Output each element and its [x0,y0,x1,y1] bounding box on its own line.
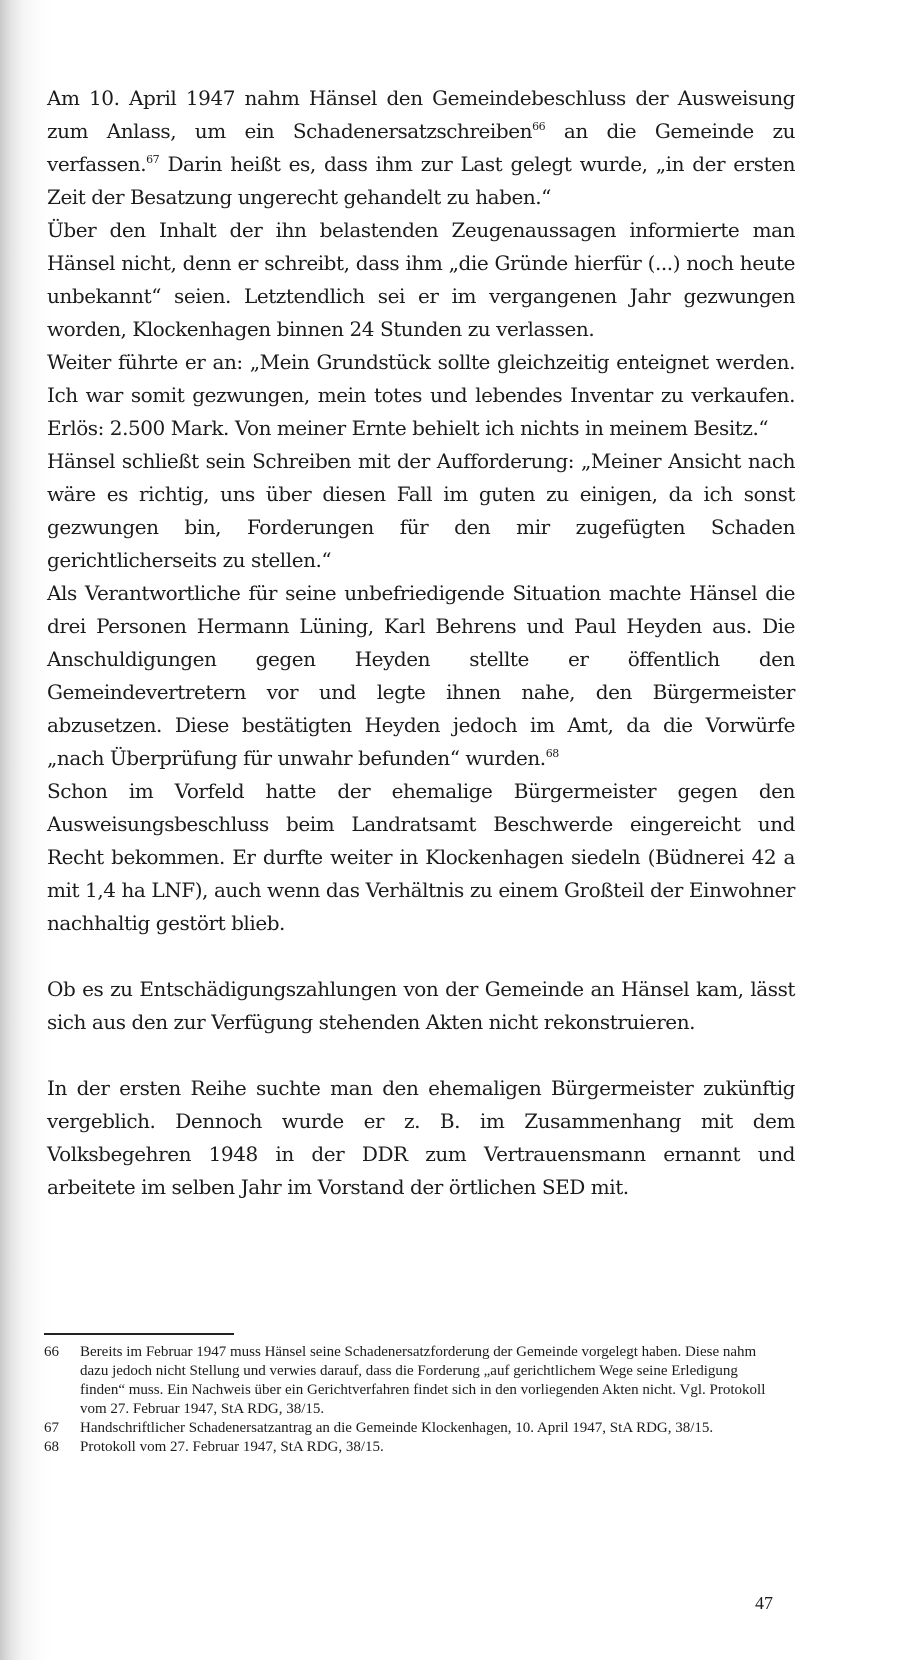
paragraph-1-part-b: an die Gemeinde zu verfassen. [47,119,795,176]
paragraph-4: Hänsel schließt sein Schreiben mit der Aufforderung: „Meiner Ansicht nach wäre es richtig, uns über diesen Fall im guten zu einigen, da ich sonst gezwungen bin, Forderungen für den mir zugefügten Schaden gerichtlicherseits zu stellen.“ [47,449,795,572]
footnote-text: Bereits im Februar 1947 muss Hänsel seine Schadenersatzforderung der Gemeinde vorgelegt haben. Diese nahm dazu jedoch nicht Stellung und verwies darauf, dass die Forderung „auf gerichtlichem Wege seine Erledigung finden“ muss. Ein Nachweis über ein Gerichtverfahren findet sich in den vorliegenden Akten nicht. Vgl. Protokoll vom 27. Februar 1947, StA RDG, 38/15. [80,1344,766,1417]
paragraph-7: Ob es zu Entschädigungszahlungen von der Gemeinde an Hänsel kam, lässt sich aus den zur Verfügung stehenden Akten nicht rekonstruieren. [47,977,795,1034]
footnote-number: 67 [44,1420,59,1436]
footnote-text: Protokoll vom 27. Februar 1947, StA RDG, 38/15. [80,1439,384,1455]
page-number: 47 [755,1593,773,1613]
paragraph-2: Über den Inhalt der ihn belastenden Zeugenaussagen informierte man Hänsel nicht, denn er schreibt, dass ihm „die Gründe hierfür (...) noch heute unbekannt“ seien. Letztendlich sei er im vergangenen Jahr gezwungen worden, Klockenhagen binnen 24 Stunden zu verlassen. [47,218,795,341]
paragraph-8: In der ersten Reihe suchte man den ehemaligen Bürgermeister zukünftig vergeblich. Dennoch wurde er z. B. im Zusammenhang mit dem Volksbegehren 1948 in der DDR zum Vertrauensmann ernannt und arbeitete im selben Jahr im Vorstand der örtlichen SED mit. [47,1076,795,1199]
footnote-ref-67: 67 [146,153,160,166]
footnote-ref-68: 68 [545,747,559,760]
footnote-number: 68 [44,1439,59,1455]
main-text [47,82,795,1204]
footnotes [44,1343,784,1457]
paragraph-1-part-c: Darin heißt es, dass ihm zur Last gelegt wurde, „in der ersten Zeit der Besatzung ungerecht gehandelt zu haben.“ [47,152,795,209]
footnote-66 [44,1343,784,1419]
paragraph-6: Schon im Vorfeld hatte der ehemalige Bürgermeister gegen den Ausweisungsbeschluss beim Landratsamt Beschwerde eingereicht und Recht bekommen. Er durfte weiter in Klockenhagen siedeln (Büdnerei 42 a mit 1,4 ha LNF), auch wenn das Verhältnis zu einem Großteil der Einwohner nachhaltig gestört blieb. [47,779,795,935]
paragraph-5 [47,577,795,775]
footnote-67 [44,1419,784,1438]
footnote-ref-66: 66 [532,120,546,133]
paragraph-3: Weiter führte er an: „Mein Grundstück sollte gleichzeitig enteignet werden. Ich war somit gezwungen, mein totes und lebendes Inventar zu verkaufen. Erlös: 2.500 Mark. Von meiner Ernte behielt ich nichts in meinem Besitz.“ [47,350,795,440]
paragraph-5-text: Als Verantwortliche für seine unbefriedigende Situation machte Hänsel die drei Personen Hermann Lüning, Karl Behrens und Paul Heyden aus. Die Anschuldigungen gegen Heyden stellte er öffentlich den Gemeindevertretern vor und legte ihnen nahe, den Bürgermeister abzusetzen. Diese bestätigten Heyden jedoch im Amt, da die Vorwürfe „nach Überprüfung für unwahr befunden“ wurden. [47,581,795,770]
paragraph-1-part-a: Am 10. April 1947 nahm Hänsel den Gemeindebeschluss der Ausweisung zum Anlass, um ein Schadenersatzschreiben [47,86,795,143]
footnote-68 [44,1438,784,1457]
footnote-divider [44,1333,234,1335]
footnote-number: 66 [44,1344,59,1360]
footnote-text: Handschriftlicher Schadenersatzantrag an die Gemeinde Klockenhagen, 10. April 1947, StA RDG, 38/15. [80,1420,714,1436]
paragraph-1 [47,82,795,214]
